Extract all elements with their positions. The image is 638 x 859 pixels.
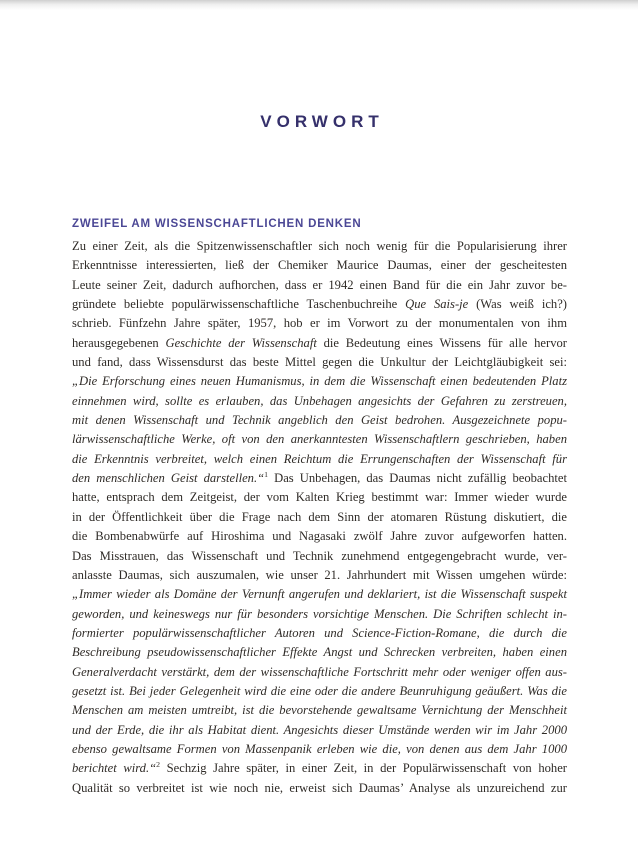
text-run: lärwissenschaftliche Werke, oft von den anerkanntesten Wissenschaftlern geschrieben, haben (72, 432, 567, 447)
text-run: „Die Erforschung eines neuen Humanismus, in dem die Wissenschaft einen bedeutenden Platz (72, 374, 567, 389)
text-line (72, 701, 567, 720)
text-run: herausgegebenen (72, 335, 166, 350)
text-run: die Erkenntnis verbreitet, welch einen Reichtum die Errungenschaften der Wissenschaft für (72, 451, 567, 466)
text-line (72, 759, 567, 778)
page-title: VORWORT (260, 112, 384, 131)
footnote-ref: 2 (156, 760, 161, 770)
text-line (72, 488, 567, 507)
text-line (72, 663, 567, 682)
text-run: berichtet wird.“ (72, 761, 157, 776)
text-run: Zu einer Zeit, als die Spitzenwissenschaftler sich noch wenig für die Popularisierung ihrer (72, 239, 567, 253)
text-run: gründete beliebte populärwissenschaftliche Taschenbuchreihe (72, 297, 406, 312)
text-run: Geschichte der Wissenschaft (165, 335, 317, 350)
text-line (72, 295, 567, 314)
text-line (72, 237, 567, 256)
text-run: Menschen am meisten umtreibt, ist die bevorstehende gewaltsame Vernichtung der Menschheit (72, 703, 567, 718)
body-text (72, 237, 567, 798)
text-line (72, 314, 567, 333)
text-line (72, 276, 567, 295)
text-run: den menschlichen Geist darstellen.“ (72, 471, 265, 486)
text-line (72, 682, 567, 701)
text-line (72, 508, 567, 527)
text-run: Erkenntnisse interessierten, ließ der Chemiker Maurice Daumas, einer der gescheitesten (72, 258, 567, 273)
text-run: hatte, entsprach dem Zeitgeist, der vom Kalten Krieg bestimmt war: Immer wieder wurde (72, 490, 567, 505)
text-line (72, 411, 567, 430)
text-run: Generalverdacht verstärkt, dem der wissenschaftliche Fortschritt mehr oder weniger offen aus- (72, 664, 567, 679)
text-line (72, 740, 567, 759)
text-run: mit denen Wissenschaft und Technik angeblich den Geist bedrohen. Ausgezeichnete popu- (72, 413, 567, 428)
text-run: Das Misstrauen, das Wissenschaft und Technik zunehmend entgegengebracht wurde, ver- (72, 548, 567, 563)
text-run: anlasste Daumas, sich auszumalen, wie unser 21. Jahrhundert mit Wissen umgehen würde: (72, 567, 567, 582)
text-line (72, 353, 567, 372)
text-run: in der Öffentlichkeit über die Frage nach dem Sinn der atomaren Rüstung diskutiert, die (72, 509, 567, 524)
section-heading: ZWEIFEL AM WISSENSCHAFTLICHEN DENKEN (72, 218, 362, 230)
text-run: Sechzig Jahre später, in einer Zeit, in der Populärwissenschaft von hoher (160, 761, 567, 776)
text-run: Que Sais-je (405, 297, 469, 312)
text-line (72, 256, 567, 275)
text-run: formierter populärwissenschaftlicher Autoren und Science-Fiction-Romane, die durch die (72, 625, 567, 640)
text-run: Das Unbehagen, das Daumas nicht zufällig beobachtet (268, 471, 567, 486)
text-line (72, 430, 567, 449)
text-run: Leute seiner Zeit, dadurch aufhorchen, dass er 1942 einen Band für die ein Jahr zuvor be- (72, 277, 567, 292)
text-run: und fand, dass Wissensdurst das beste Mittel gegen die Unkultur der Leichtgläubigkeit sei: (72, 355, 567, 370)
text-line (72, 566, 567, 585)
text-line (72, 372, 567, 391)
text-run: schrieb. Fünfzehn Jahre später, 1957, hob er im Vorwort zu der monumentalen von ihm (72, 316, 567, 331)
text-line (72, 450, 567, 469)
text-line (72, 469, 567, 488)
footnote-ref: 1 (264, 469, 269, 479)
text-line (72, 721, 567, 740)
text-line (72, 585, 567, 604)
text-run: gesetzt ist. Bei jeder Gelegenheit wird die eine oder die andere Beunruhigung geäußert. Was die (72, 683, 567, 698)
text-line (72, 392, 567, 411)
text-line (72, 547, 567, 566)
text-line (72, 643, 567, 662)
text-run: und der Erde, die ihr als Habitat dient. Angesichts dieser Umstände werden wir im Jahr 2000 (72, 722, 567, 737)
page-top-shadow (0, 0, 638, 10)
text-run: (Was weiß ich?) (468, 297, 567, 312)
text-line (72, 624, 567, 643)
text-line (72, 605, 567, 624)
text-run: geworden, und keineswegs nur für besonders vorsichtige Menschen. Die Schriften schlecht in- (72, 606, 567, 621)
text-run: die Bedeutung eines Wissens für alle hervor (316, 335, 567, 350)
text-line (72, 334, 567, 353)
text-line (72, 527, 567, 546)
text-run: Qualität so verbreitet ist wie noch nie, erweist sich Daumas’ Analyse als unzureichend zur (72, 780, 567, 795)
text-run: „Immer wieder als Domäne der Vernunft angerufen und deklariert, ist die Wissenschaft suspekt (72, 587, 567, 602)
text-run: ebenso gewaltsame Formen von Massenpanik erleben wie die, von denen aus dem Jahr 1000 (72, 741, 567, 756)
text-run: einnehmen wird, sollte es erlauben, das Unbehagen angesichts der Gefahren zu zerstreuen, (72, 393, 567, 408)
text-run: Beschreibung pseudowissenschaftlicher Effekte Angst und Schrecken verbreiten, haben einen (72, 645, 567, 660)
text-line (72, 779, 567, 798)
text-run: die Bombenabwürfe auf Hiroshima und Nagasaki zwölf Jahre zuvor aufgeworfen hatten. (72, 529, 567, 544)
